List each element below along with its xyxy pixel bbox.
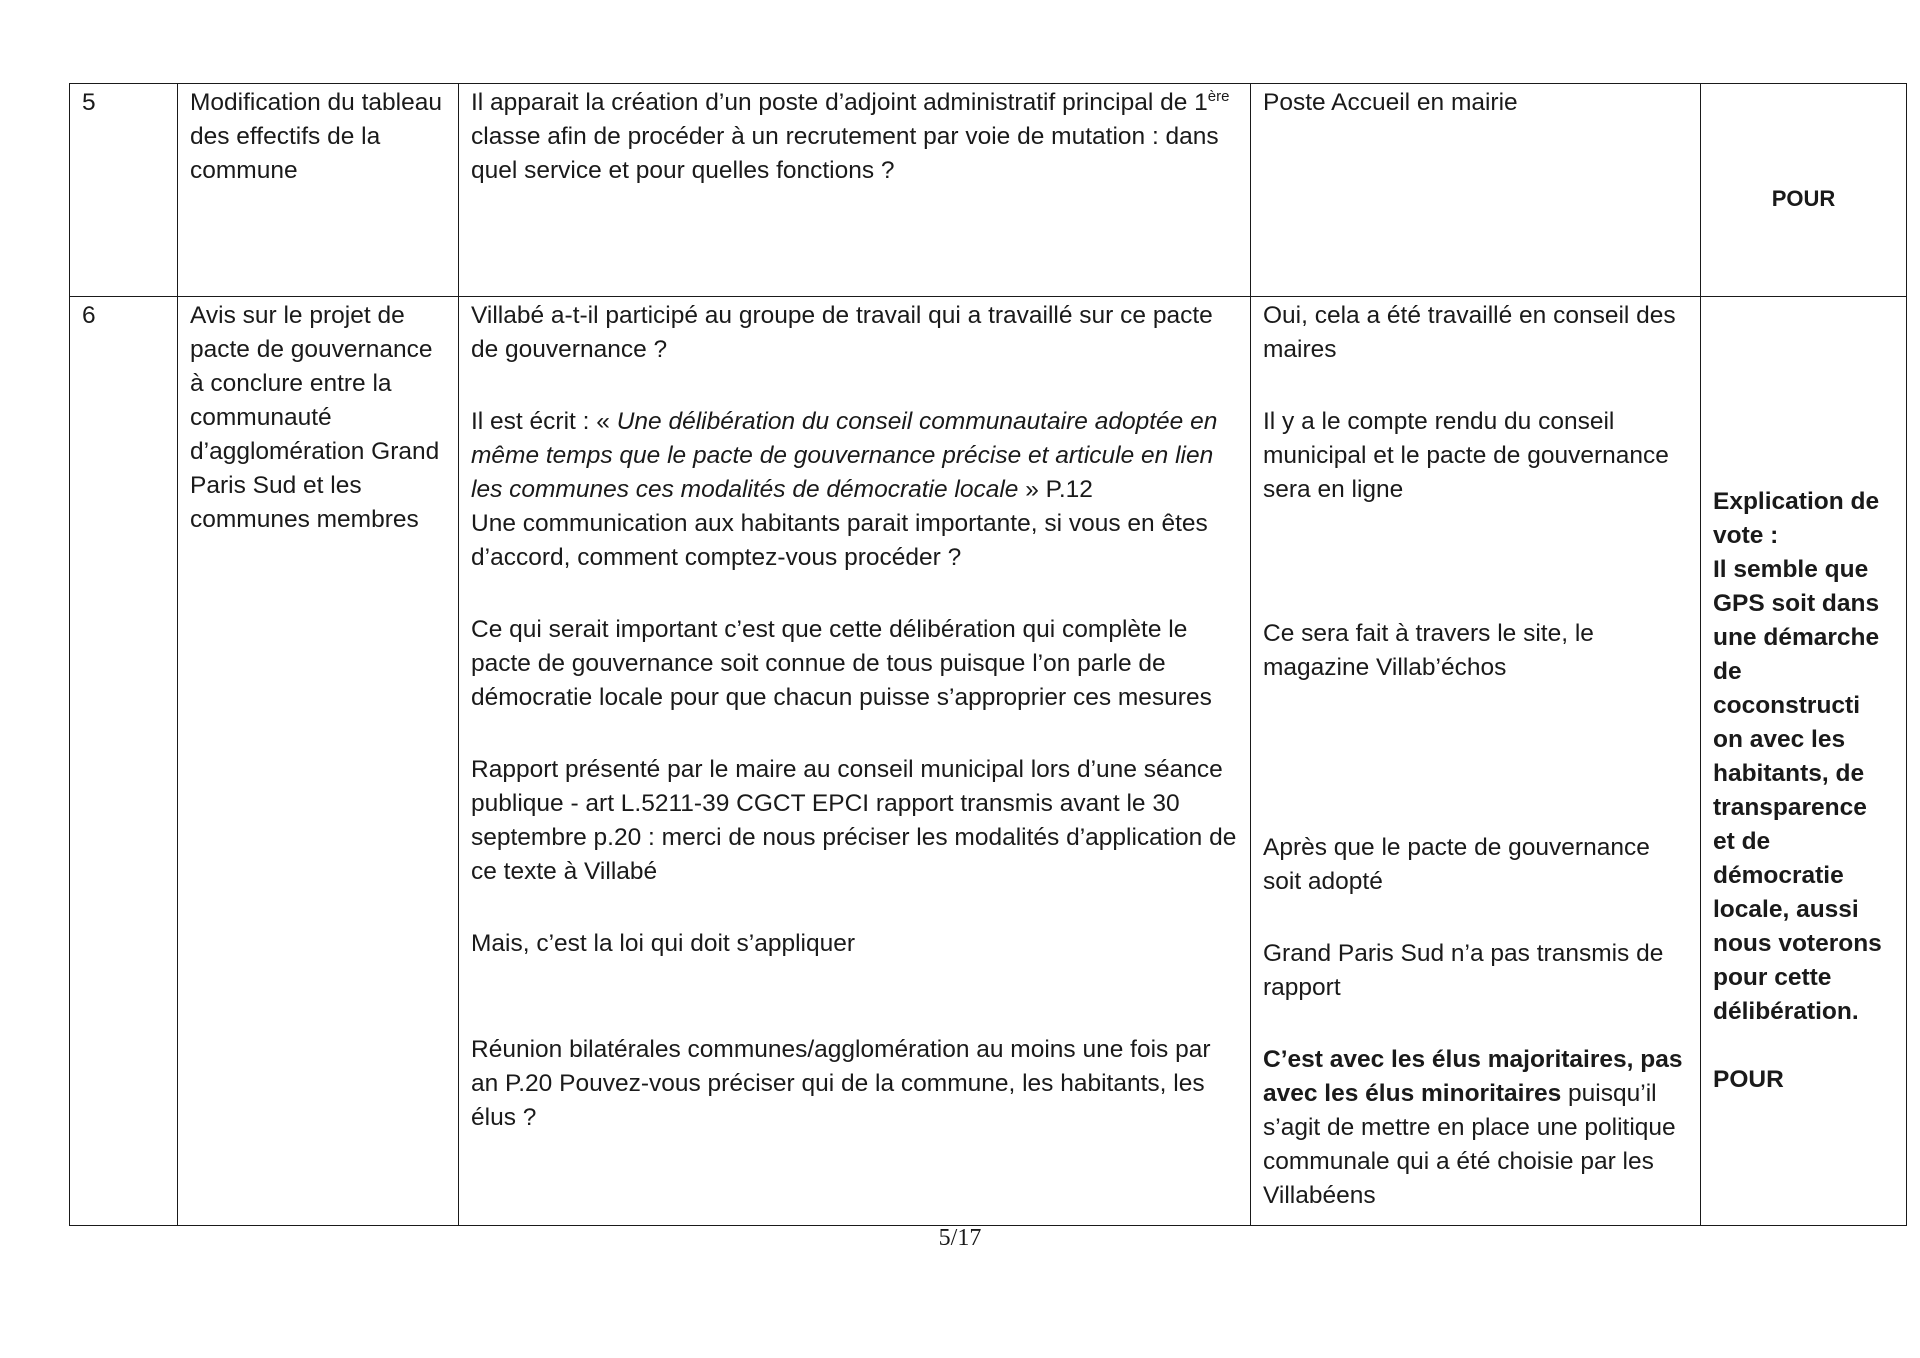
question-1: Villabé a-t-il participé au groupe de travail qui a travaillé sur ce pacte de gouvernance ? <box>471 302 1213 363</box>
answer-3: Ce sera fait à travers le site, le magazine Villab’échos <box>1263 620 1594 681</box>
row-questions <box>459 297 1251 1226</box>
answer-6-rest: puisqu’il s’agit de mettre en place une politique communale qui a été choisie par les Villabéens <box>1263 1080 1676 1209</box>
question-6: Réunion bilatérales communes/agglomération au moins une fois par an P.20 Pouvez-vous préciser qui de la commune, les habitants, les élus ? <box>471 1036 1211 1131</box>
vote-result: POUR <box>1713 1066 1784 1093</box>
vote-result: POUR <box>1771 186 1836 211</box>
row-question <box>459 84 1251 297</box>
question-2-quote: Une délibération du conseil communautaire adoptée en même temps que le pacte de gouvernance précise et articule en lien les communes ces modalités de démocratie locale <box>471 408 1218 503</box>
vote-explanation-title: Explication de vote : <box>1713 488 1880 549</box>
row-number: 6 <box>70 297 178 1226</box>
row-answer: Poste Accueil en mairie <box>1251 84 1701 297</box>
question-2-suffix: » P.12 <box>1018 476 1093 503</box>
question-text: Il apparait la création d’un poste d’adjoint administratif principal de 1 <box>471 89 1208 116</box>
table-row <box>70 84 1907 297</box>
question-4: Rapport présenté par le maire au conseil municipal lors d’une séance publique - art L.5211-39 CGCT EPCI rapport transmis avant le 30 septembre p.20 : merci de nous préciser les modalités d’application de ce texte à Villabé <box>471 756 1237 885</box>
answer-4: Après que le pacte de gouvernance soit adopté <box>1263 834 1650 895</box>
superscript: ère <box>1207 88 1230 105</box>
row-answers <box>1251 297 1701 1226</box>
question-3: Ce qui serait important c’est que cette délibération qui complète le pacte de gouvernance soit connue de tous puisque l’on parle de démocratie locale pour que chacun puisse s’approprier ces mesures <box>471 616 1212 711</box>
question-2 <box>471 405 1238 507</box>
question-2-prefix: Il est écrit : « <box>471 408 617 435</box>
row-number: 5 <box>70 84 178 297</box>
answer-5: Grand Paris Sud n’a pas transmis de rapport <box>1263 940 1664 1001</box>
row-subject: Avis sur le projet de pacte de gouvernance à conclure entre la communauté d’agglomération Grand Paris Sud et les communes membres <box>178 297 459 1226</box>
question-5: Mais, c’est la loi qui doit s’appliquer <box>471 930 856 957</box>
row-vote <box>1701 297 1907 1226</box>
row-subject: Modification du tableau des effectifs de la commune <box>178 84 459 297</box>
answer-6-bold: C’est avec les élus majoritaires, pas avec les élus minoritaires <box>1263 1046 1683 1107</box>
answer-1: Oui, cela a été travaillé en conseil des maires <box>1263 302 1676 363</box>
answer-6 <box>1263 1043 1688 1213</box>
deliberations-table <box>69 83 1907 1226</box>
vote-explanation-text: Il semble que GPS soit dans une démarche de coconstructi on avec les habitants, de transparence et de démocratie locale, aussi nous voterons pour cette délibération. <box>1713 556 1882 1025</box>
row-vote <box>1701 84 1907 297</box>
vote-explanation <box>1713 485 1894 1097</box>
table-row <box>70 297 1907 1226</box>
answer-2: Il y a le compte rendu du conseil municipal et le pacte de gouvernance sera en ligne <box>1263 408 1669 503</box>
question-2-follow: Une communication aux habitants parait importante, si vous en êtes d’accord, comment comptez-vous procéder ? <box>471 510 1208 571</box>
page-number: 5/17 <box>938 1225 982 1251</box>
question-text-cont: classe afin de procéder à un recrutement par voie de mutation : dans quel service et pour quelles fonctions ? <box>471 123 1219 184</box>
